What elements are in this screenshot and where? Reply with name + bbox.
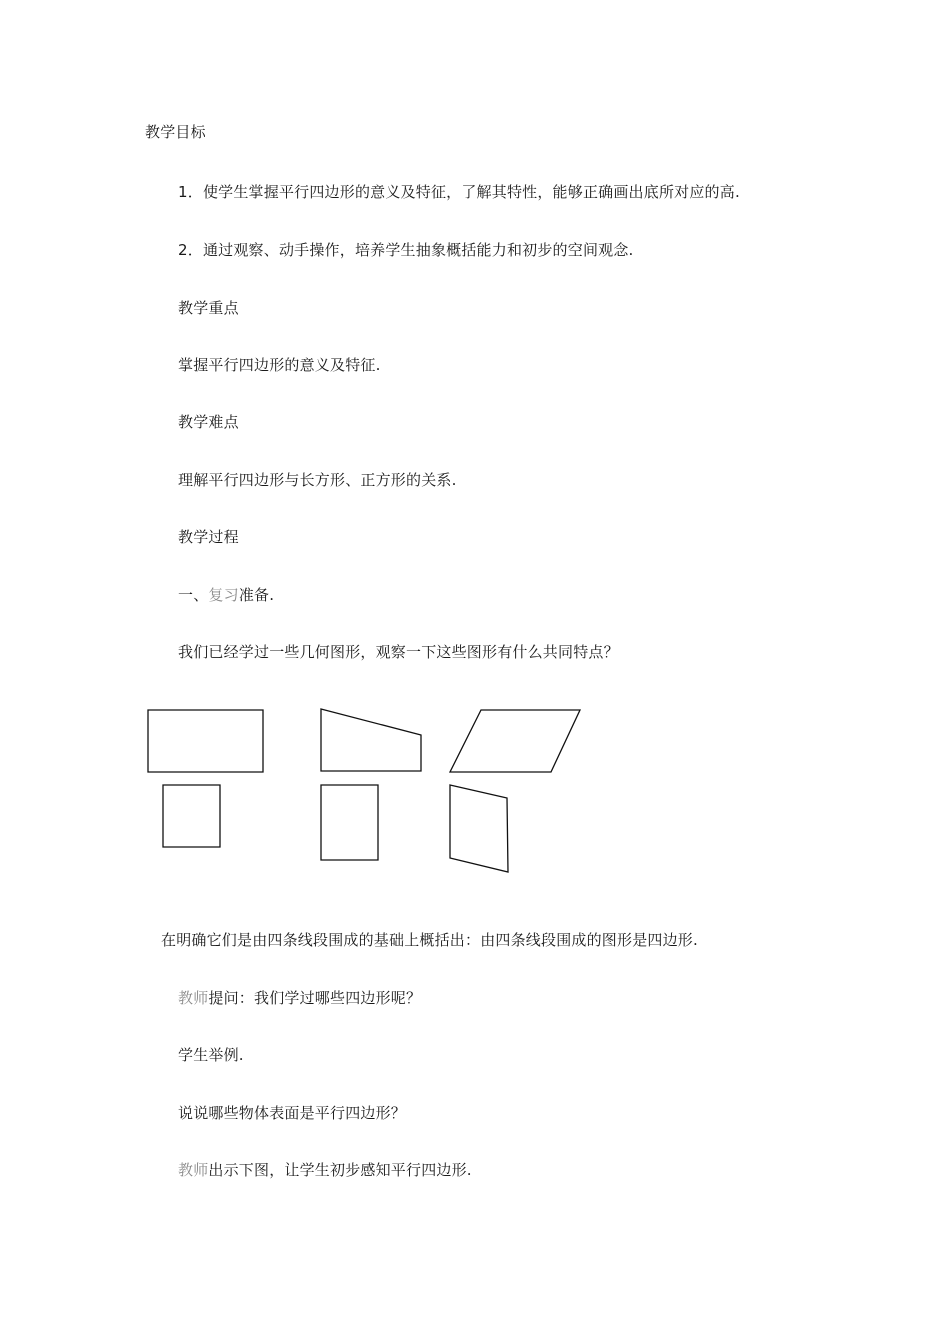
difficulty-text: 理解平行四边形与长方形、正方形的关系. [178,471,457,489]
objective-number-2: 2 [178,241,188,259]
student-example: 学生举例. [178,1046,244,1064]
teacher-ask-text: 提问：我们学过哪些四边形呢？ [208,989,422,1007]
section-highlight: 复习 [208,586,239,604]
objective-text-2: ．通过观察、动手操作，培养学生抽象概括能力和初步的空间观念. [187,241,634,259]
rectangle-tall-shape [321,785,378,860]
teacher-show-text: 出示下图，让学生初步感知平行四边形. [208,1161,472,1179]
section-prefix: 一、 [178,586,209,604]
summary-text: 在明确它们是由四条线段围成的基础上概括出：由四条线段围成的图形是四边形. [161,931,698,949]
objective-number-1: 1 [178,183,188,201]
quadrilateral-shape [450,785,508,872]
objectives-heading: 教学目标 [145,123,206,141]
key-point-text: 掌握平行四边形的意义及特征. [178,356,381,374]
process-heading: 教学过程 [178,528,239,546]
teacher-show [178,1160,472,1180]
teacher-ask [178,988,421,1008]
section-suffix: 准备. [238,586,275,604]
discuss-text: 说说哪些物体表面是平行四边形？ [178,1104,407,1122]
question-text: 我们已经学过一些几何图形，观察一下这些图形有什么共同特点？ [178,643,619,661]
parallelogram-shape [450,710,580,772]
right-trapezoid-shape [321,709,421,771]
key-point-heading: 教学重点 [178,299,239,317]
teacher-label-2: 教师 [178,1161,209,1179]
rectangle-shape [148,710,263,772]
objective-text-1: ．使学生掌握平行四边形的意义及特征，了解其特性，能够正确画出底所对应的高. [187,183,740,201]
difficulty-heading: 教学难点 [178,413,239,431]
teacher-label: 教师 [178,989,209,1007]
square-shape [163,785,220,847]
